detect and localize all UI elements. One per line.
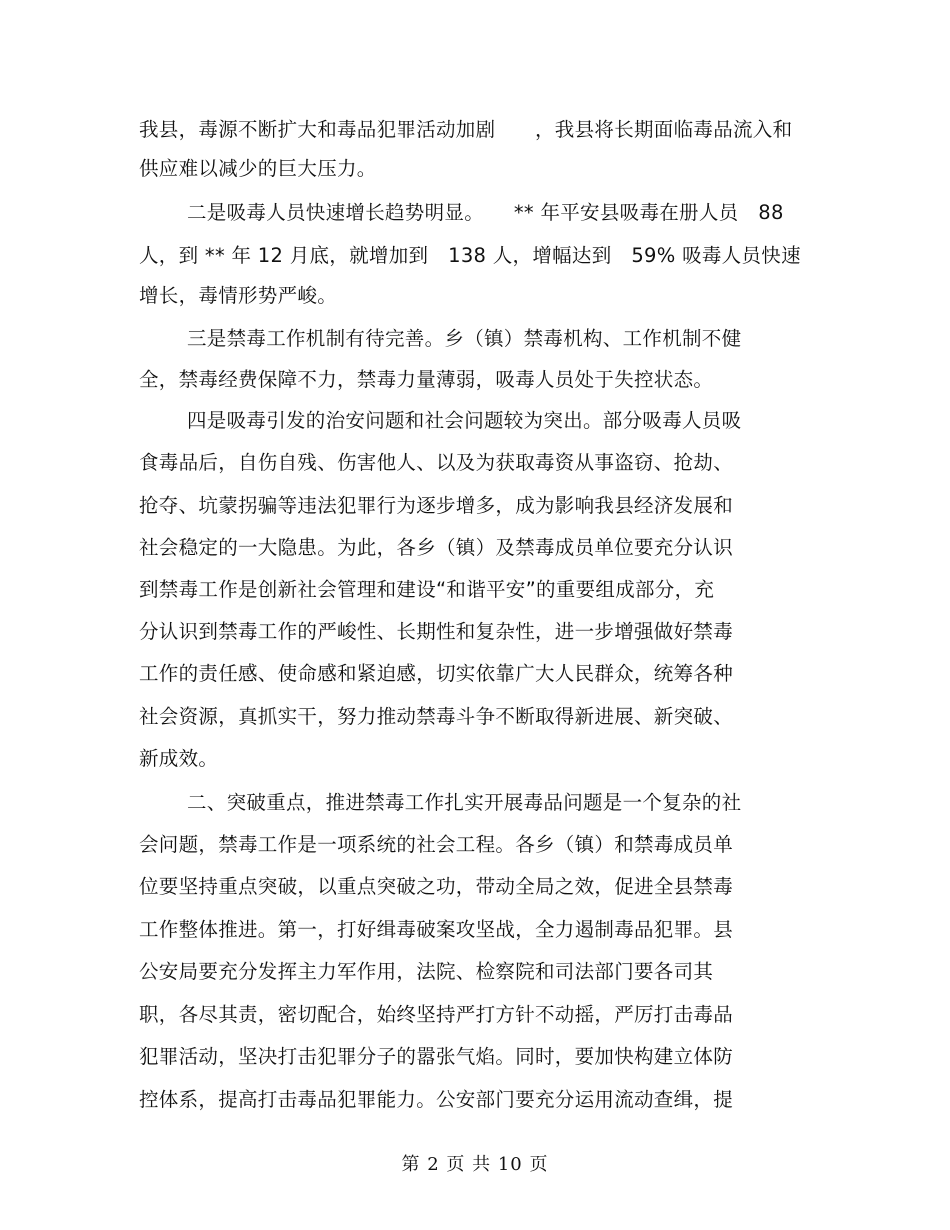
text-line: 会问题，禁毒工作是一项系统的社会工程。各乡（镇）和禁毒成员单 [139, 833, 734, 856]
text-line: 控体系，提高打击毒品犯罪能力。公安部门要充分运用流动查缉，提 [139, 1088, 734, 1111]
text-line: 全，禁毒经费保障不力，禁毒力量薄弱，吸毒人员处于失控状态。 [139, 368, 714, 391]
text-line: 三是禁毒工作机制有待完善。乡（镇）禁毒机构、工作机制不健 [187, 327, 742, 350]
text-line: 新成效。 [139, 747, 219, 770]
text-line: 位要坚持重点突破，以重点突破之功，带动全局之效，促进全县禁毒 [139, 875, 734, 898]
text-line: 公安局要充分发挥主力军作用，法院、检察院和司法部门要各司其 [139, 960, 714, 983]
text-line: 增长，毒情形势严峻。 [139, 284, 338, 307]
text-line: 犯罪活动，坚决打击犯罪分子的嚣张气焰。同时，要加快构建立体防 [139, 1045, 734, 1068]
text-line: 二、突破重点，推进禁毒工作扎实开展毒品问题是一个复杂的社 [187, 791, 742, 814]
text-line: 四是吸毒引发的治安问题和社会问题较为突出。部分吸毒人员吸 [187, 409, 742, 432]
text-line: 二是吸毒人员快速增长趋势明显。 ** 年平安县吸毒在册人员 88 [187, 201, 784, 224]
text-line: 供应难以减少的巨大压力。 [139, 157, 377, 180]
text-line: 工作整体推进。第一，打好缉毒破案攻坚战，全力遏制毒品犯罪。县 [139, 918, 734, 941]
text-line: 我县，毒源不断扩大和毒品犯罪活动加剧 ，我县将长期面临毒品流入和 [139, 118, 793, 141]
text-line: 分认识到禁毒工作的严峻性、长期性和复杂性，进一步增强做好禁毒 [139, 620, 734, 643]
text-line: 到禁毒工作是创新社会管理和建设“和谐平安”的重要组成部分，充 [139, 578, 715, 601]
text-line: 社会稳定的一大隐患。为此，各乡（镇）及禁毒成员单位要充分认识 [139, 536, 734, 559]
text-line: 职，各尽其责，密切配合，始终坚持严打方针不动摇，严厉打击毒品 [139, 1003, 734, 1026]
text-line: 社会资源，真抓实干，努力推动禁毒斗争不断取得新进展、新突破、 [139, 705, 734, 728]
text-line: 人，到 ** 年 12 月底，就增加到 138 人，增幅达到 59% 吸毒人员快速 [139, 244, 801, 267]
page-footer: 第 2 页 共 10 页 [401, 1154, 549, 1175]
text-line: 食毒品后，自伤自残、伤害他人、以及为获取毒资从事盗窃、抢劫、 [139, 451, 734, 474]
text-line: 工作的责任感、使命感和紧迫感，切实依靠广大人民群众，统筹各种 [139, 662, 734, 685]
text-line: 抢夺、坑蒙拐骗等违法犯罪行为逐步增多，成为影响我县经济发展和 [139, 494, 734, 517]
